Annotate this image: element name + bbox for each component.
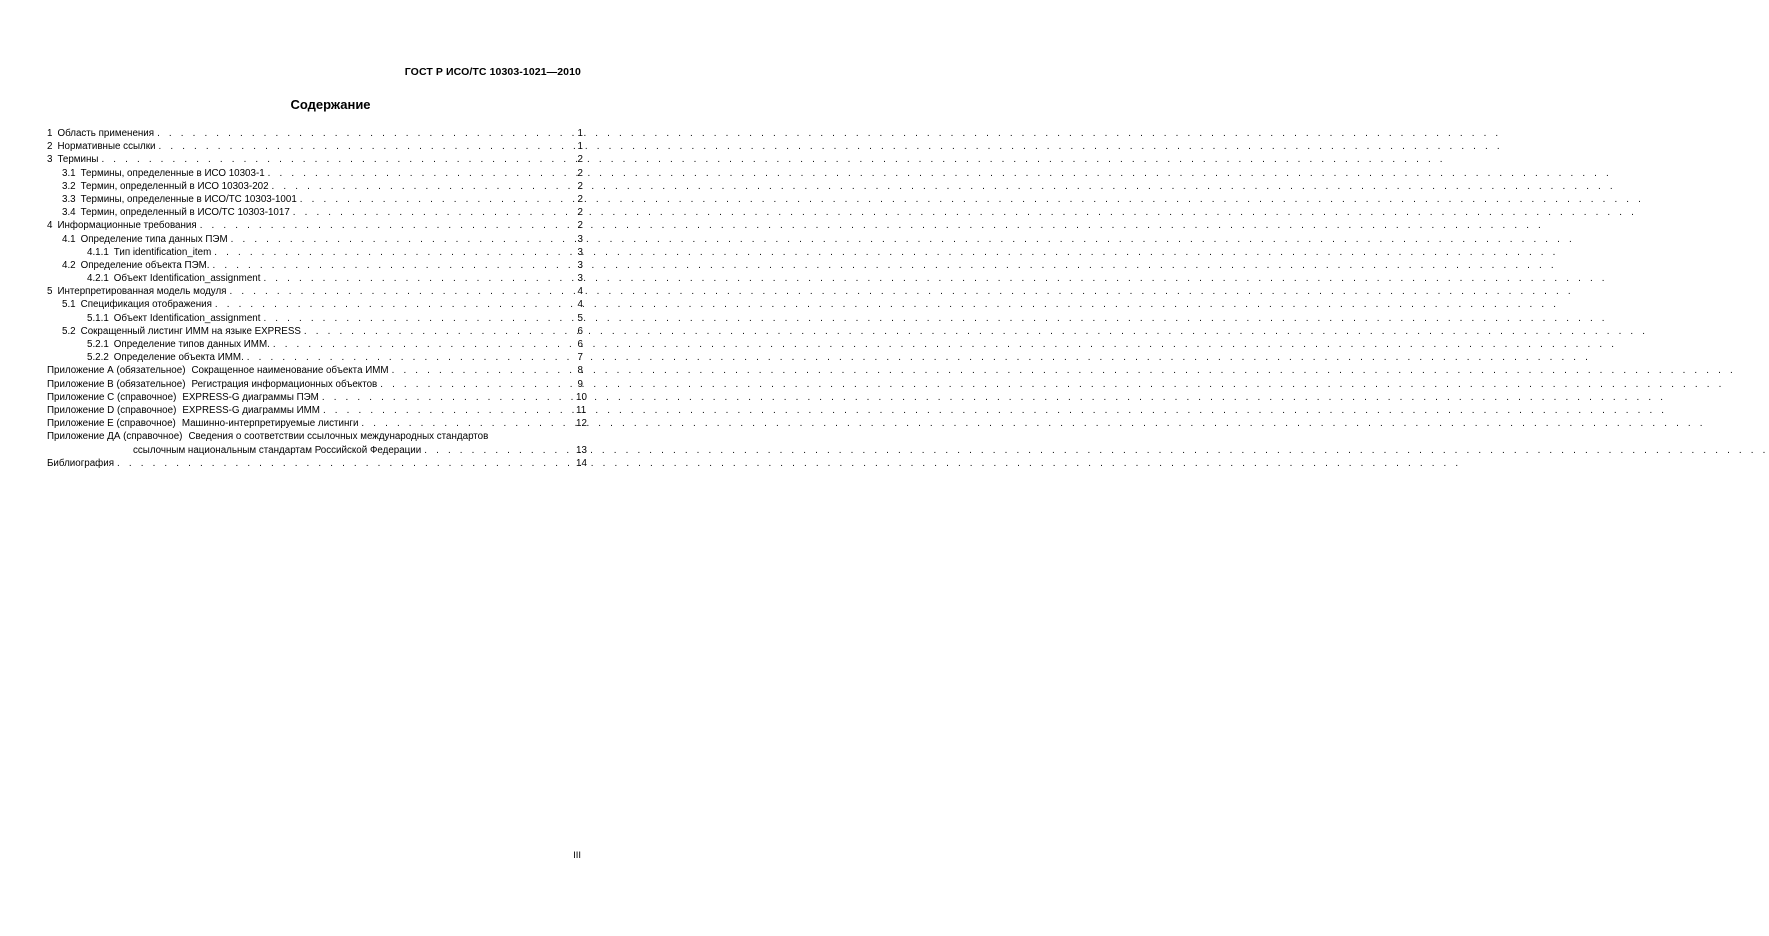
toc-entry-page: 3	[577, 246, 583, 258]
toc-entry-number: 4.2.1	[87, 273, 109, 285]
toc-entry-4[interactable]	[47, 219, 583, 232]
toc-entry-number: 3.4	[62, 207, 76, 219]
dot-leader	[323, 404, 574, 417]
toc-entry-page: 8	[577, 365, 583, 377]
toc-entry-label: EXPRESS-G диаграммы ИММ	[182, 404, 320, 416]
toc-entry-number: 4	[47, 220, 53, 232]
annex-designation: Приложение С (справочное)	[47, 391, 177, 403]
toc-entry-label: Тип identification_item	[113, 246, 212, 258]
toc-entry-page: 11	[576, 404, 587, 416]
toc-entry-label: Термин, определенный в ИСО 10303-202	[80, 180, 269, 192]
toc-entry-5[interactable]	[47, 285, 583, 298]
toc-entry-page: 14	[576, 457, 587, 469]
dot-leader	[380, 378, 574, 391]
toc-entry-label-continuation: ссылочным национальным стандартам Российской Федерации	[133, 444, 422, 456]
annex-designation: Приложение А (обязательное)	[47, 365, 186, 377]
toc-entry-annex-d[interactable]	[47, 404, 587, 417]
toc-entry-1[interactable]	[47, 127, 583, 140]
toc-entry-page: 3	[577, 273, 583, 285]
toc-entry-number: 2	[47, 141, 53, 153]
toc-entry-3-3[interactable]	[47, 193, 583, 206]
dot-leader	[231, 233, 574, 246]
annex-designation: Приложение В (обязательное)	[47, 378, 186, 390]
dot-leader	[322, 391, 574, 404]
toc-entry-number: 5.1	[62, 299, 76, 311]
toc-entry-annex-c[interactable]	[47, 391, 587, 404]
toc-entry-number: 3.2	[62, 180, 76, 192]
toc-entry-label: Сокращенное наименование объекта ИММ	[191, 365, 389, 377]
toc-entry-page: 4	[577, 286, 583, 298]
dot-leader	[214, 246, 574, 259]
toc-entry-label: Определение объекта ПЭМ.	[80, 259, 210, 271]
toc-entry-annex-a[interactable]	[47, 364, 583, 377]
toc-entry-page: 2	[577, 180, 583, 192]
dot-leader	[361, 417, 574, 430]
toc-entry-page: 1	[577, 141, 583, 153]
toc-entry-3-4[interactable]	[47, 206, 583, 219]
toc-title: Содержание	[290, 97, 371, 112]
toc-entry-number: 3.3	[62, 193, 76, 205]
toc-entry-label: EXPRESS-G диаграммы ПЭМ	[182, 391, 319, 403]
toc-entry-annex-da-continuation[interactable]	[47, 444, 587, 457]
toc-entry-page: 6	[577, 339, 583, 350]
toc-entry-5-2[interactable]	[47, 325, 583, 338]
toc-entry-page: 13	[576, 444, 587, 456]
toc-entry-page: 9	[577, 378, 583, 390]
toc-entry-number: 4.1	[62, 233, 76, 245]
toc-entry-number: 5.1.1	[87, 312, 109, 324]
page-number: III	[573, 850, 581, 861]
toc-entry-label: Сведения о соответствии ссылочных международных стандартов	[188, 431, 489, 443]
toc-entry-label: Определение типа данных ПЭМ	[80, 233, 228, 245]
toc-entry-number: 5.2.1	[87, 339, 109, 350]
dot-leader	[159, 140, 575, 153]
toc-entry-page: 2	[577, 207, 583, 219]
toc-entry-5-2-2[interactable]	[47, 351, 583, 364]
toc-entry-label: Объект Identification_assignment	[113, 273, 261, 285]
toc-entry-3-1[interactable]	[47, 167, 583, 180]
toc-entry-number: 4.1.1	[87, 246, 109, 258]
toc-entry-number: 3.1	[62, 167, 76, 179]
toc-entry-5-2-1[interactable]	[47, 338, 583, 351]
dot-leader	[273, 338, 574, 351]
toc-entry-page: 2	[577, 193, 583, 205]
toc-entry-annex-da[interactable]	[47, 430, 583, 443]
annex-designation: Приложение D (справочное)	[47, 404, 177, 416]
toc-entry-number: 4.2	[62, 259, 76, 271]
dot-leader	[272, 180, 574, 193]
toc-entry-label: Термины, определенные в ИСО/ТС 10303-1001	[80, 193, 297, 205]
toc-entry-page: 3	[577, 259, 583, 271]
toc-entry-page: 2	[577, 220, 583, 232]
toc-entry-page: 1	[577, 128, 583, 139]
toc-entry-page: 5	[577, 312, 583, 324]
dot-leader	[215, 298, 574, 311]
toc-entry-bibliography[interactable]	[47, 457, 587, 470]
toc-entry-label: Область применения	[57, 128, 155, 139]
toc-entry-page: 6	[577, 325, 583, 337]
toc-entry-label: Интерпретированная модель модуля	[57, 286, 227, 298]
dot-leader	[230, 285, 575, 298]
document-code-header: ГОСТ Р ИСО/ТС 10303-1021—2010	[404, 66, 581, 78]
toc-entry-label: Термины, определенные в ИСО 10303-1	[80, 167, 265, 179]
toc-entry-page: 7	[577, 352, 583, 364]
dot-leader	[157, 127, 574, 140]
toc-entry-label: Нормативные ссылки	[57, 141, 156, 153]
dot-leader	[304, 325, 574, 338]
toc-entry-page: 10	[576, 391, 587, 403]
annex-designation: Приложение E (справочное)	[47, 418, 176, 430]
toc-entry-label: Библиография	[47, 457, 115, 469]
toc-entry-number: 5.2	[62, 325, 76, 337]
toc-entry-number: 5	[47, 286, 53, 298]
toc-entry-page: 12	[576, 418, 587, 430]
toc-entry-annex-e[interactable]	[47, 417, 587, 430]
dot-leader	[392, 364, 574, 377]
toc-entry-5-1[interactable]	[47, 298, 583, 311]
dot-leader	[263, 312, 574, 325]
dot-leader	[247, 351, 574, 364]
dot-leader	[117, 457, 574, 470]
toc-entry-4-1[interactable]	[47, 233, 583, 246]
toc-entry-label: Объект Identification_assignment	[113, 312, 261, 324]
toc-entry-label: Термин, определенный в ИСО/ТС 10303-1017	[80, 207, 290, 219]
annex-designation: Приложение ДА (справочное)	[47, 431, 183, 443]
dot-leader	[213, 259, 574, 272]
dot-leader	[268, 167, 574, 180]
table-of-contents	[47, 127, 587, 470]
toc-entry-number: 3	[47, 154, 53, 166]
toc-entry-number: 1	[47, 128, 53, 139]
toc-entry-3[interactable]	[47, 153, 583, 166]
toc-entry-number: 5.2.2	[87, 352, 109, 364]
toc-entry-page: 2	[577, 167, 583, 179]
toc-entry-page: 4	[577, 299, 583, 311]
toc-entry-label: Спецификация отображения	[80, 299, 212, 311]
toc-entry-label: Информационные требования	[57, 220, 197, 232]
toc-entry-4-2[interactable]	[47, 259, 583, 272]
toc-entry-label: Сокращенный листинг ИММ на языке EXPRESS	[80, 325, 301, 337]
toc-entry-page: 3	[577, 233, 583, 245]
dot-leader	[293, 206, 574, 219]
toc-entry-4-1-1[interactable]	[47, 246, 583, 259]
toc-entry-label: Регистрация информационных объектов	[191, 378, 378, 390]
dot-leader	[300, 193, 574, 206]
toc-entry-5-1-1[interactable]	[47, 312, 583, 325]
dot-leader	[101, 153, 574, 166]
dot-leader	[424, 444, 574, 457]
toc-entry-3-2[interactable]	[47, 180, 583, 193]
toc-entry-label: Машинно-интерпретируемые листинги	[181, 418, 359, 430]
dot-leader	[200, 219, 574, 232]
toc-entry-annex-b[interactable]	[47, 378, 583, 391]
toc-entry-page: 2	[577, 154, 583, 166]
dot-leader	[263, 272, 574, 285]
toc-entry-label: Определение типов данных ИММ.	[113, 339, 270, 350]
toc-entry-2[interactable]	[47, 140, 583, 153]
toc-entry-label: Термины	[57, 154, 99, 166]
toc-entry-4-2-1[interactable]	[47, 272, 583, 285]
toc-entry-label: Определение объекта ИММ.	[113, 352, 244, 364]
